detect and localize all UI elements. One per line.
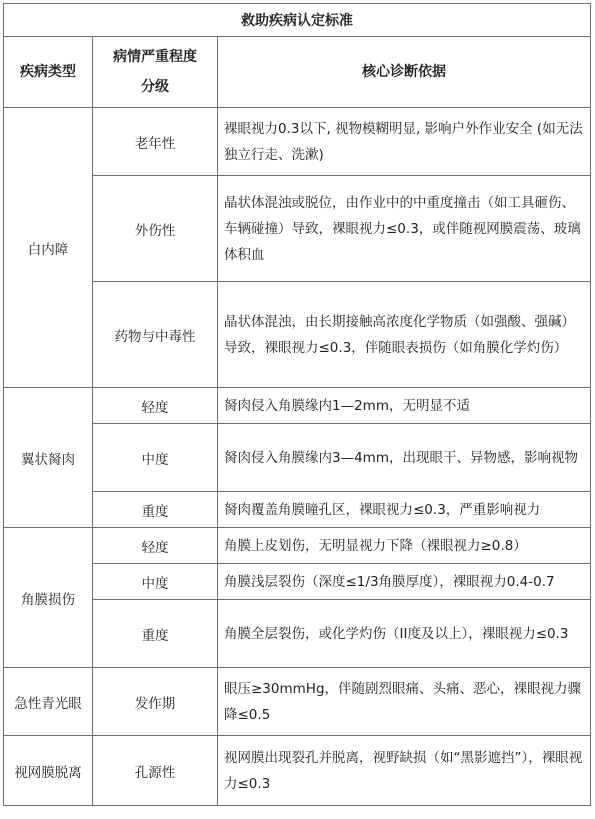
basis-cell: 眼压≥30mmHg，伴随剧烈眼痛、头痛、恶心，裸眼视力骤降≤0.5	[218, 668, 591, 736]
table-row	[4, 108, 591, 176]
severity-cell: 重度	[93, 492, 218, 528]
basis-cell: 视网膜出现裂孔并脱离，视野缺损（如“黑影遮挡”），裸眼视力≤0.3	[218, 736, 591, 806]
category-cell: 急性青光眼	[4, 668, 93, 736]
basis-cell: 角膜上皮划伤，无明显视力下降（裸眼视力≥0.8）	[218, 528, 591, 564]
basis-cell: 胬肉侵入角膜缘内3—4mm，出现眼干、异物感，影响视物	[218, 424, 591, 492]
basis-cell: 晶状体混浊，由长期接触高浓度化学物质（如强酸、强碱）导致，裸眼视力≤0.3，伴随眼表损伤（如角膜化学灼伤）	[218, 282, 591, 388]
disease-criteria-table	[3, 3, 591, 806]
severity-cell: 中度	[93, 564, 218, 600]
severity-cell: 孔源性	[93, 736, 218, 806]
table-row	[4, 176, 591, 282]
severity-cell: 老年性	[93, 108, 218, 176]
header-severity-line1: 病情严重程度	[113, 49, 197, 65]
header-severity-line2: 分级	[141, 79, 169, 95]
severity-cell: 发作期	[93, 668, 218, 736]
severity-cell: 轻度	[93, 528, 218, 564]
category-cell: 视网膜脱离	[4, 736, 93, 806]
table-row	[4, 600, 591, 668]
basis-cell: 角膜浅层裂伤（深度≤1/3角膜厚度），裸眼视力0.4-0.7	[218, 564, 591, 600]
table-row	[4, 492, 591, 528]
header-severity	[93, 37, 218, 108]
basis-cell: 胬肉覆盖角膜瞳孔区，裸眼视力≤0.3，严重影响视力	[218, 492, 591, 528]
severity-cell: 中度	[93, 424, 218, 492]
header-disease-type: 疾病类型	[4, 37, 93, 108]
table-row	[4, 564, 591, 600]
table-title: 救助疾病认定标准	[4, 4, 591, 37]
table-row	[4, 668, 591, 736]
basis-cell: 角膜全层裂伤，或化学灼伤（II度及以上），裸眼视力≤0.3	[218, 600, 591, 668]
basis-cell: 晶状体混浊或脱位，由作业中的中重度撞击（如工具砸伤、车辆碰撞）导致，裸眼视力≤0.3，或伴随视网膜震荡、玻璃体积血	[218, 176, 591, 282]
category-cell: 翼状胬肉	[4, 388, 93, 528]
severity-cell: 重度	[93, 600, 218, 668]
table-row	[4, 736, 591, 806]
basis-cell: 胬肉侵入角膜缘内1—2mm，无明显不适	[218, 388, 591, 424]
severity-cell: 药物与中毒性	[93, 282, 218, 388]
severity-cell: 外伤性	[93, 176, 218, 282]
table-row	[4, 424, 591, 492]
basis-cell: 裸眼视力0.3以下, 视物模糊明显, 影响户外作业安全 (如无法独立行走、洗漱)	[218, 108, 591, 176]
table-row	[4, 388, 591, 424]
category-cell: 角膜损伤	[4, 528, 93, 668]
header-basis: 核心诊断依据	[218, 37, 591, 108]
table-row	[4, 282, 591, 388]
severity-cell: 轻度	[93, 388, 218, 424]
category-cell: 白内障	[4, 108, 93, 388]
table-row	[4, 528, 591, 564]
